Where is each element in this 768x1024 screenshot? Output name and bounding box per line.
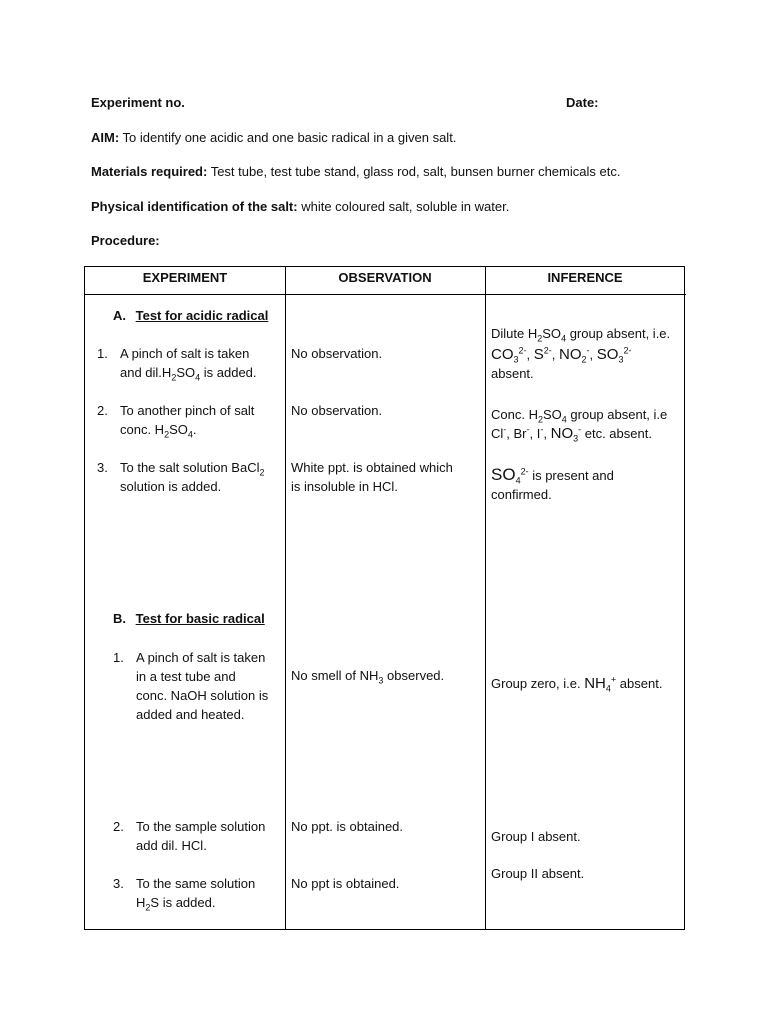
b1-experiment: A pinch of salt is taken in a test tube and conc. NaOH solution is added and heated. (136, 650, 269, 722)
physical-text: white coloured salt, soluble in water. (297, 199, 510, 214)
aim-line (91, 130, 456, 145)
experiment-no-label: Experiment no. (91, 95, 185, 110)
b1-inference: Group zero, i.e. $NH_4^+$ absent. (491, 674, 663, 694)
a3-inference: $SO_4^{2-}$ is present and confirmed. (491, 465, 614, 502)
section-b-letter: B. (113, 611, 126, 626)
experiment-table (84, 266, 685, 930)
materials-line (91, 164, 620, 179)
a2-exp-line1: To another pinch of salt (120, 403, 255, 418)
column-divider (285, 267, 286, 929)
a2-inference: Conc. $H_2SO_4$ group absent, i.e Cl-, Br-, I-, $NO_3^-$ etc. absent. (491, 407, 668, 444)
a2-observation: No observation. (291, 403, 383, 418)
b1-number: 1. (113, 650, 124, 665)
b3-experiment: To the same solution $H_2S$ is added. (136, 876, 256, 913)
a1-observation: No observation. (291, 346, 383, 361)
a3-experiment: To the salt solution BaCl$_2$ solution is added. (120, 460, 265, 494)
b3-inference: Group II absent. (491, 866, 585, 881)
a2-experiment (120, 401, 280, 439)
a1-experiment (120, 344, 280, 382)
a2-exp-line2: conc. $H_2SO_4$. (120, 422, 197, 440)
b2-number: 2. (113, 819, 124, 834)
materials-text: Test tube, test tube stand, glass rod, salt, bunsen burner chemicals etc. (207, 164, 621, 179)
a2-number: 2. (97, 403, 108, 418)
physical-line (91, 199, 509, 214)
section-a-title: Test for acidic radical (135, 308, 269, 323)
b3-number: 3. (113, 876, 124, 891)
b1-observation: No smell of $NH_3$ observed. (291, 668, 445, 686)
physical-label: Physical identification of the salt: (91, 199, 298, 214)
section-a-heading (113, 306, 268, 325)
date-label: Date: (566, 95, 599, 110)
header-inference: INFERENCE (547, 270, 623, 285)
a1-number: 1. (97, 346, 108, 361)
a3-observation: White ppt. is obtained which is insoluble in HCl. (291, 460, 453, 494)
header-divider (85, 294, 686, 295)
header-experiment: EXPERIMENT (142, 270, 228, 285)
section-b-heading (113, 609, 265, 628)
aim-text: To identify one acidic and one basic radical in a given salt. (119, 130, 457, 145)
header-observation: OBSERVATION (338, 270, 432, 285)
b2-experiment: To the sample solution add dil. HCl. (136, 819, 266, 853)
section-a-letter: A. (113, 308, 126, 323)
procedure-label: Procedure: (91, 233, 160, 248)
a1-exp-line1: A pinch of salt is taken (120, 346, 250, 361)
section-b-title: Test for basic radical (135, 611, 265, 626)
column-divider (485, 267, 486, 929)
a1-exp-line2: and $dil.H_2SO_4$ is added. (120, 365, 257, 383)
a3-number: 3. (97, 460, 108, 475)
aim-label: AIM: (91, 130, 120, 145)
b3-observation: No ppt is obtained. (291, 876, 400, 891)
a1-inference: Dilute $H_2SO_4$ group absent, i.e. $CO_3^{2-}$, $S^{2-}$, $NO_2^-$, $SO_3^{2-}$ absent. (491, 326, 671, 381)
b2-observation: No ppt. is obtained. (291, 819, 404, 834)
materials-label: Materials required: (91, 164, 208, 179)
b2-inference: Group I absent. (491, 829, 581, 844)
